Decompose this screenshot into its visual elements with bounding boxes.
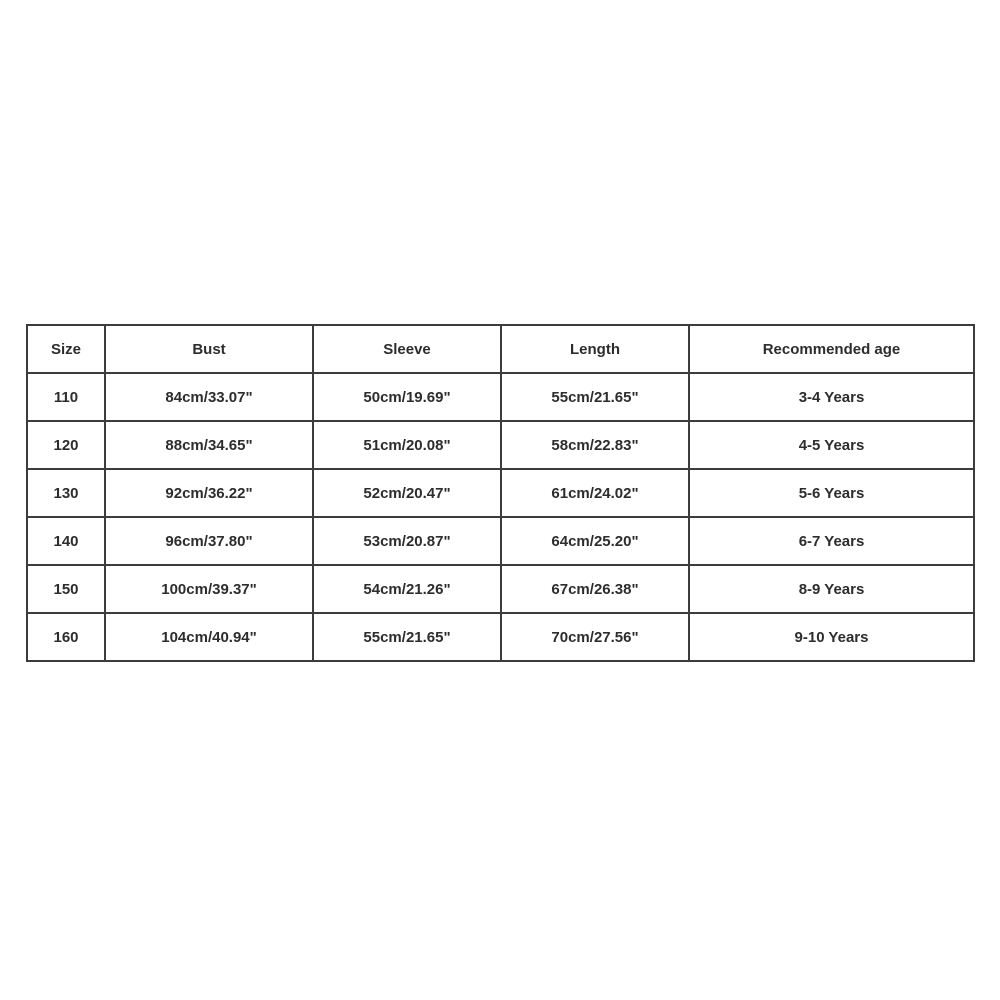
header-row (27, 325, 974, 373)
cell-length: 61cm/24.02" (501, 469, 689, 517)
cell-bust: 96cm/37.80" (105, 517, 313, 565)
cell-size: 140 (27, 517, 105, 565)
column-header-bust: Bust (105, 325, 313, 373)
cell-recommended-age: 9-10 Years (689, 613, 974, 661)
column-header-size: Size (27, 325, 105, 373)
cell-bust: 100cm/39.37" (105, 565, 313, 613)
cell-size: 150 (27, 565, 105, 613)
cell-size: 110 (27, 373, 105, 421)
column-header-sleeve: Sleeve (313, 325, 501, 373)
cell-recommended-age: 5-6 Years (689, 469, 974, 517)
cell-bust: 84cm/33.07" (105, 373, 313, 421)
cell-bust: 92cm/36.22" (105, 469, 313, 517)
cell-length: 58cm/22.83" (501, 421, 689, 469)
cell-size: 120 (27, 421, 105, 469)
cell-sleeve: 55cm/21.65" (313, 613, 501, 661)
cell-length: 67cm/26.38" (501, 565, 689, 613)
cell-sleeve: 54cm/21.26" (313, 565, 501, 613)
column-header-length: Length (501, 325, 689, 373)
cell-size: 130 (27, 469, 105, 517)
table-row-size-120 (27, 421, 974, 469)
cell-sleeve: 52cm/20.47" (313, 469, 501, 517)
column-header-recommended-age: Recommended age (689, 325, 974, 373)
table-row-size-160 (27, 613, 974, 661)
table-row-size-110 (27, 373, 974, 421)
cell-recommended-age: 4-5 Years (689, 421, 974, 469)
cell-length: 55cm/21.65" (501, 373, 689, 421)
cell-length: 64cm/25.20" (501, 517, 689, 565)
cell-recommended-age: 6-7 Years (689, 517, 974, 565)
table-row-size-130 (27, 469, 974, 517)
cell-sleeve: 51cm/20.08" (313, 421, 501, 469)
cell-bust: 104cm/40.94" (105, 613, 313, 661)
cell-sleeve: 50cm/19.69" (313, 373, 501, 421)
size-chart-table (26, 324, 975, 662)
cell-length: 70cm/27.56" (501, 613, 689, 661)
cell-size: 160 (27, 613, 105, 661)
cell-bust: 88cm/34.65" (105, 421, 313, 469)
cell-recommended-age: 8-9 Years (689, 565, 974, 613)
table-row-size-150 (27, 565, 974, 613)
table-row-size-140 (27, 517, 974, 565)
size-chart-container (26, 324, 975, 662)
cell-sleeve: 53cm/20.87" (313, 517, 501, 565)
cell-recommended-age: 3-4 Years (689, 373, 974, 421)
